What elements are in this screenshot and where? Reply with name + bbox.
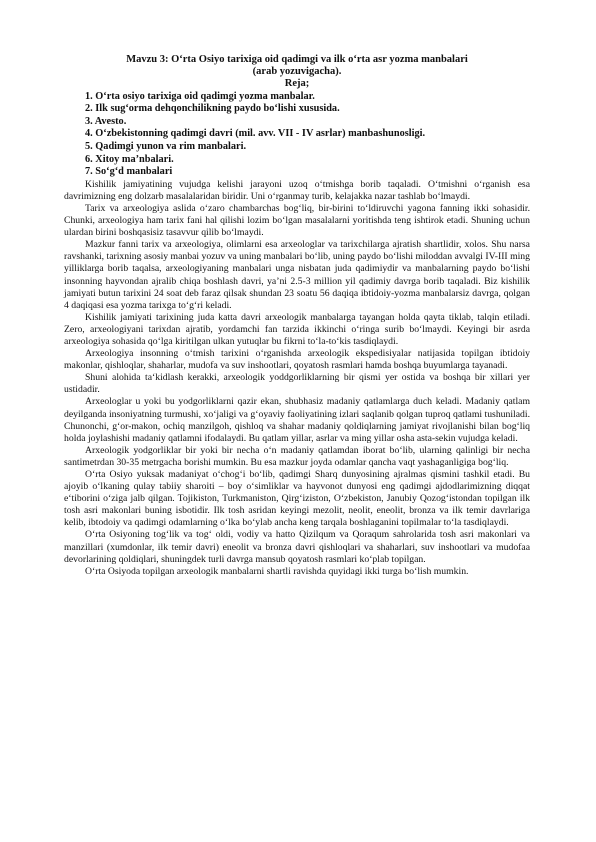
- paragraph: Arxeologiya insonning o‘tmish tarixini o‘rganishda arxeologik ekspedisiyalar natijasida topilgan ibtidoiy makonlar, qishloqlar, shaharlar, mudofa va suv inshootlari, qoyatosh rasmlari hamda boshqa buyumlarga tayanadi.: [64, 348, 530, 372]
- page-title: Mavzu 3: O‘rta Osiyo tarixiga oid qadimgi va ilk o‘rta asr yozma manbalari: [126, 54, 468, 65]
- plan-item: 6. Xitoy ma’nbalari.: [85, 153, 174, 165]
- plan-list: [64, 91, 530, 179]
- paragraph: Shuni alohida ta‘kidlash kerakki, arxeologik yoddgorliklarning bir qismi yer ostida va boshqa bir xillari yer ustidadir.: [64, 372, 530, 396]
- page-subtitle: (arab yozuvigacha).: [252, 66, 342, 78]
- plan-item: 1. O‘rta osiyo tarixiga oid qadimgi yozma manbalar.: [85, 90, 315, 102]
- plan-item: 5. Qadimgi yunon va rim manbalari.: [85, 140, 247, 152]
- paragraph: O‘rta Osiyoda topilgan arxeologik manbalarni shartli ravishda quyidagi ikki turga bo‘lish mumkin.: [85, 565, 469, 577]
- paragraph: O‘rta Osiyo yuksak madaniyat o‘chog‘i bo‘lib, qadimgi Sharq dunyosining ajralmas qismini tashkil etadi. Bu ajoyib o‘lkaning qulay tabiiy sharoiti – boy o‘simliklar va hayvonot dunyosi eng qadimgi ajdodlarimizning diqqat e‘tiborini o‘ziga jalb qilgan. Tojikiston, Turkmaniston, Qirg‘iziston, O‘zbekiston, Janubiy Qozog‘istondan topilgan ilk tosh asri makonlari buning isbotidir. Ilk tosh asridan keyingi mezolit, neolit, eneolit, bronza va ilk temir davrlariga kelib, ibtodoiy va qadimgi odamlarning o‘lka bo‘ylab ancha keng tarqala boshlaganini topilmalar to‘la tasdiqlaydi.: [64, 469, 530, 529]
- paragraph: Kishilik jamiyatining vujudga kelishi jarayoni uzoq o‘tmishga borib taqaladi. O‘tmishni o‘rganish esa davrimizning eng dolzarb masalalaridan biridir. Uni o‘rganmay turib, kelajakka nazar tashlab bo‘lmaydi.: [64, 178, 530, 202]
- plan-item: 2. Ilk sug‘orma dehqonchilikning paydo bo‘lishi xususida.: [85, 103, 340, 115]
- paragraph: Tarix va arxeologiya aslida o‘zaro chambarchas bog‘liq, bir-birini to‘ldiruvchi yagona fanning ikki sohasidir. Chunki, arxeologiya ham tarix fani hal qilishi lozim bo‘lgan masalalarni yoritishda teng ishtirok etadi. Shuning uchun ulardan birini boshqasisiz tasavvur qilib bo‘lmaydi.: [64, 202, 530, 239]
- plan-item: 7. So‘g‘d manbalari: [85, 166, 173, 178]
- paragraph: O‘rta Osiyoning tog‘lik va tog‘ oldi, vodiy va hatto Qizilqum va Qoraqum sahrolarida tosh asri makonlari va manzillari (xumdonlar, ilk temir davri) eneolit va bronza davri qishloqlari va shaharlari, suv inshootlari va mudofaa devorlarining qoldiqlari, shuningdek turli davrga mansub qoyatosh rasmlari ko‘plab topilgan.: [64, 529, 530, 565]
- paragraph: Kishilik jamiyati tarixining juda katta davri arxeologik manbalarga tayangan holda qayta tiklab, talqin etiladi. Zero, arxeologiyani tarixdan ajratib, yordamchi fan tarzida ikkinchi o‘ringa surib bo‘lmaydi. Keyingi bir asrda arxeologiya sohasida qo‘lga kiritilgan ulkan yutuqlar bu fikrni to‘la-to‘kis tasdiqlaydi.: [64, 311, 530, 347]
- plan-heading: Reja;: [284, 78, 310, 90]
- plan-item: 4. O‘zbekistonning qadimgi davri (mil. avv. VII - IV asrlar) manbashunosligi.: [85, 128, 426, 140]
- body-text: [64, 179, 530, 578]
- paragraph: Arxeologlar u yoki bu yodgorliklarni qazir ekan, shubhasiz madaniy qatlamlarga duch keladi. Madaniy qatlam deyilganda insoniyatning turmushi, xo‘jaligi va g‘oyaviy faoliyatining izlari saqlanib qolgan tuproq qatlami tushuniladi. Chunonchi, g‘or-makon, ochiq manzilgoh, qishloq va shahar madaniy qoldiqlarning jamiyat rivojlanishi bilan bog‘liq holda joylashishi madaniy qatlamni ifodalaydi. Bu qatlam yillar, asrlar va ming yillar osha asta-sekin vujudga keladi.: [64, 396, 530, 444]
- paragraph: Mazkur fanni tarix va arxeologiya, olimlarni esa arxeologlar va tarixchilarga ajratish shartlidir, xolos. Shu narsa ravshanki, tarixning asosiy manbai yozuv va uning manbalari bo‘lib, uning paydo bo‘lishi miloddan avvalgi IV-III ming yilliklarga borib taqalsa, arxeologiyaning manbalari unga nisbatan juda qadimiydir va manbalarning paydo bo‘lishi insonning hayvondan ajralib chiqa boshlash davri, ya’ni 2.5-3 million yil qadimiy davrga borib taqaladi. Biz kishilik jamiyati butun tarixini 24 soat deb faraz qilsak shundan 23 soatu 56 daqiqa ibtidoiy-yozma manbalarsiz davrga, qolgan 4 daqiqasi esa yozma tarixga to‘g‘ri keladi.: [64, 239, 530, 311]
- plan-item: 3. Avesto.: [85, 115, 127, 127]
- document-page: [64, 54, 530, 578]
- paragraph: Arxeologik yodgorliklar bir yoki bir necha o‘n madaniy qatlamdan iborat bo‘lib, ularning qalinligi bir necha santimetrdan 30-35 metrgacha borishi mumkin. Bu esa mazkur joyda odamlar qancha vaqt yashaganligiga bog‘liq.: [64, 444, 530, 468]
